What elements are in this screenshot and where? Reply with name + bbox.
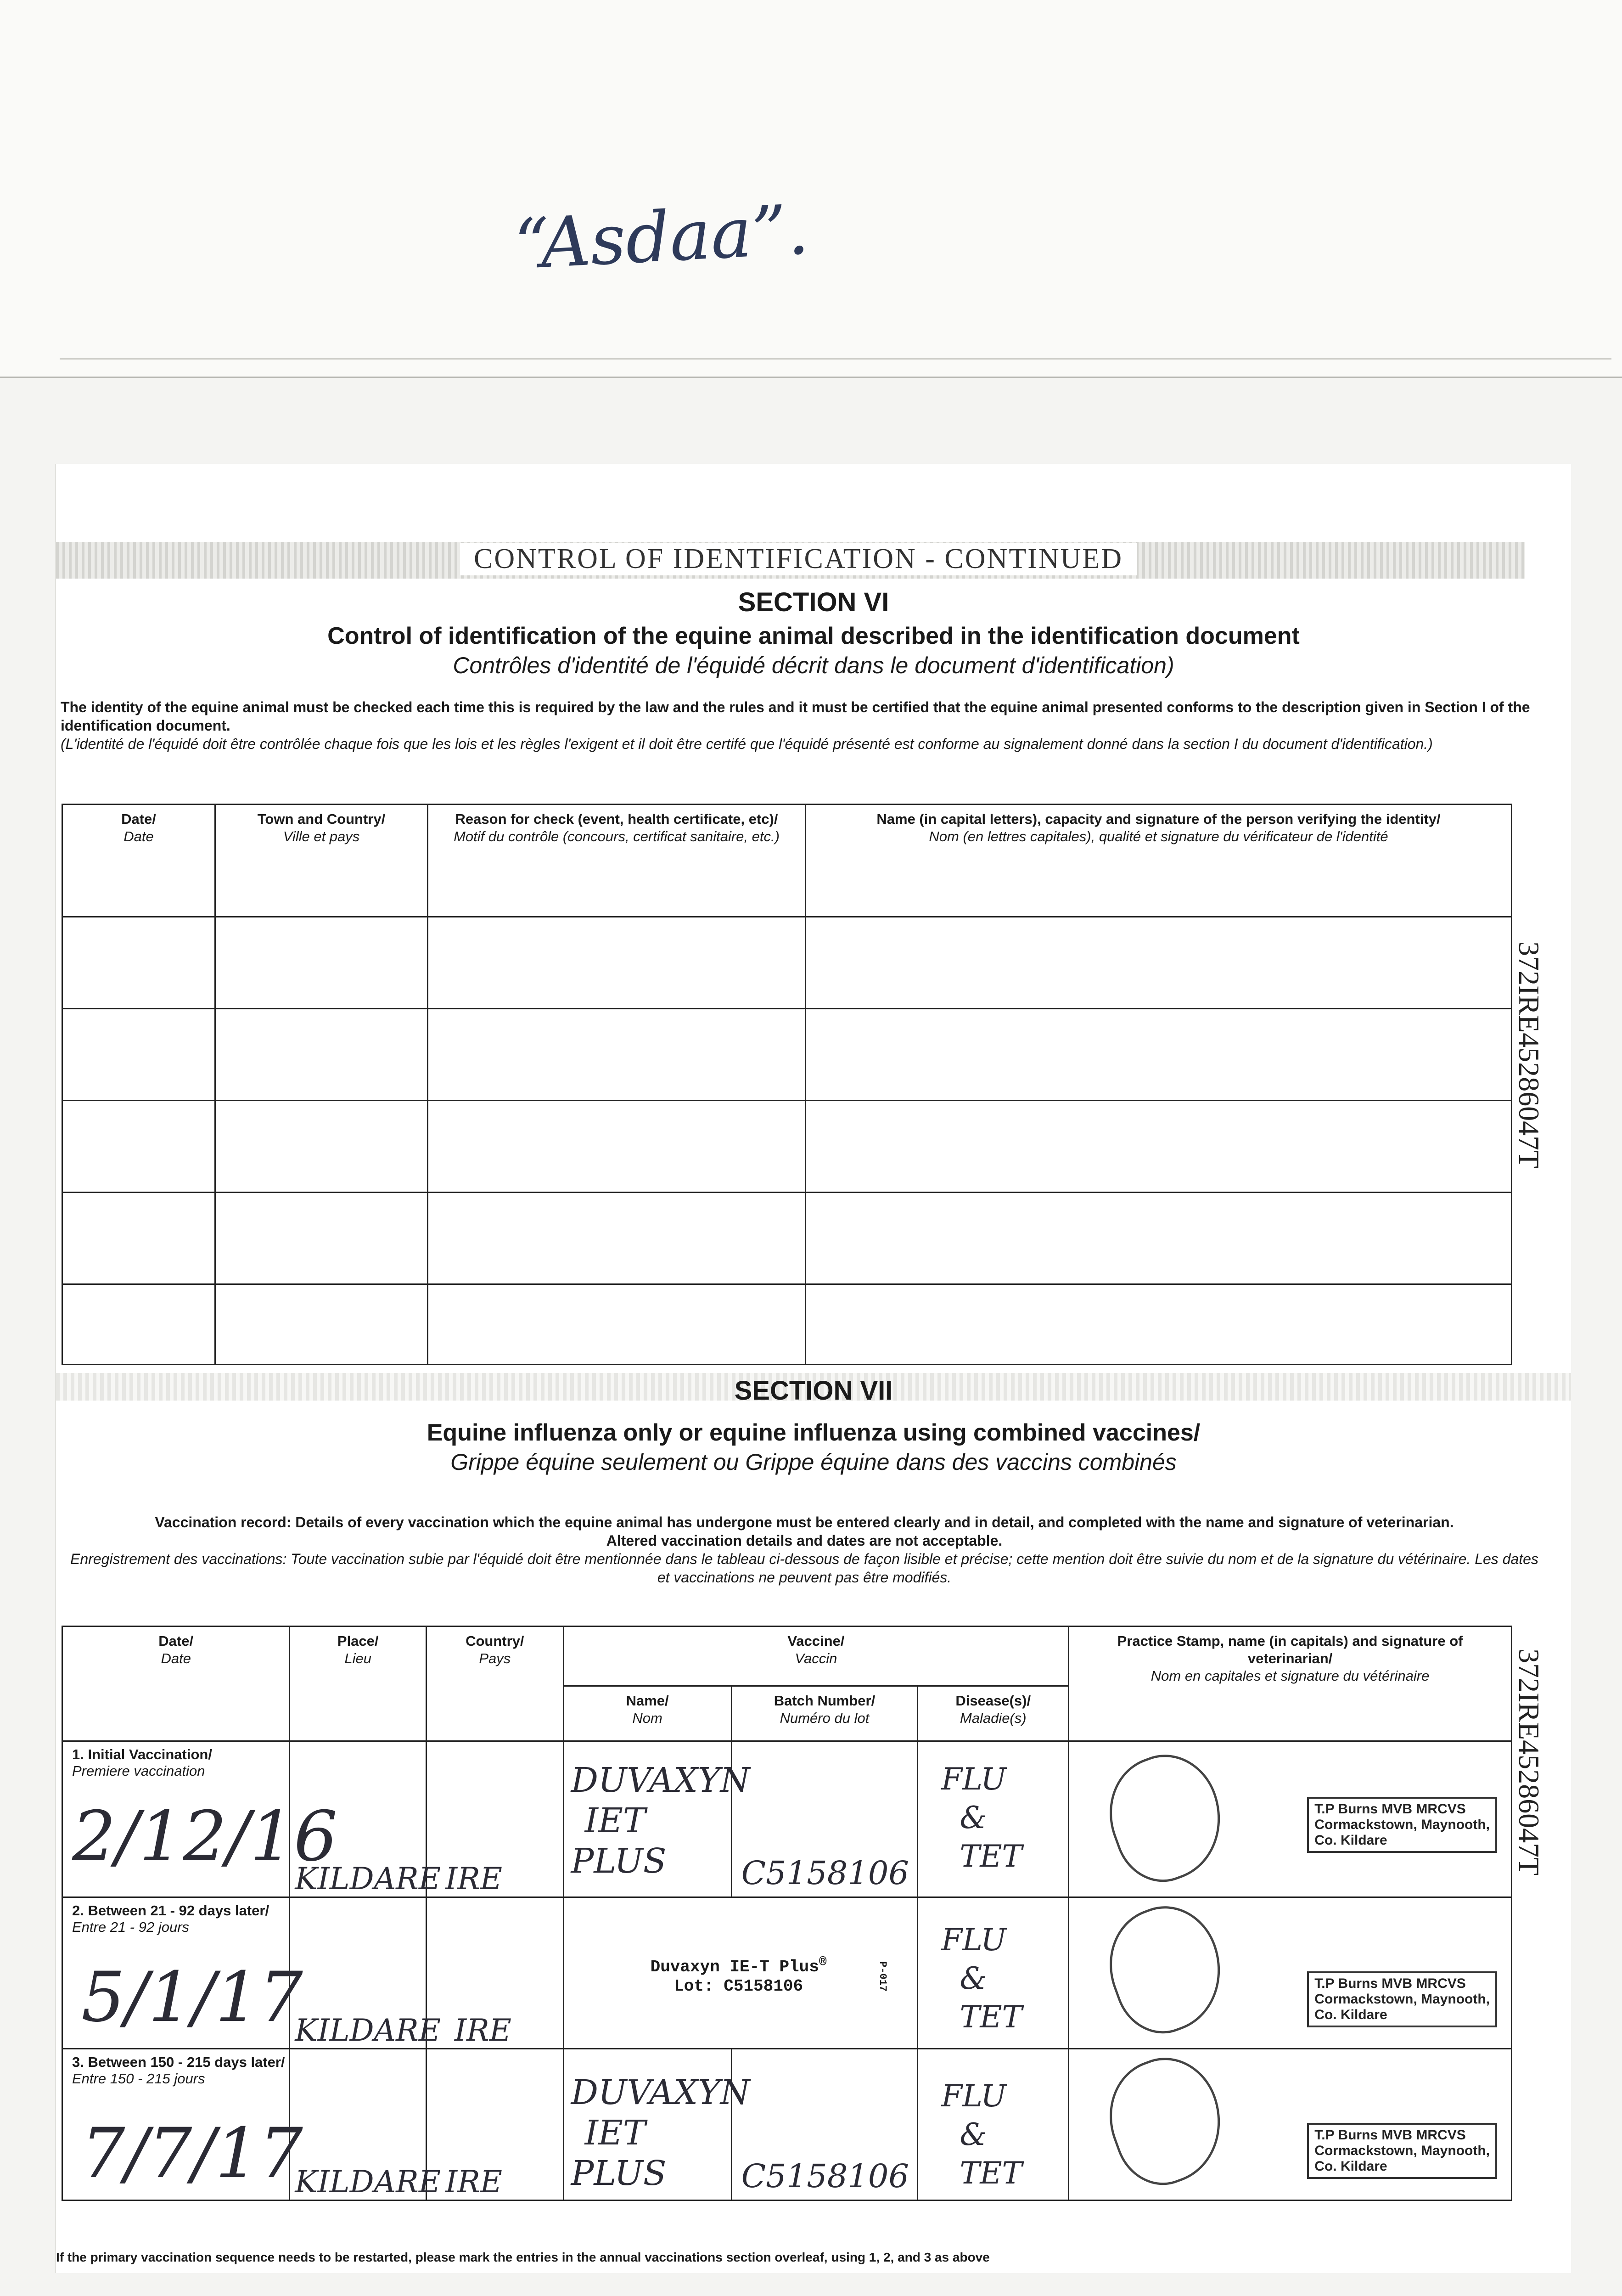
col-reason: Reason for check (event, health certificate, etc)/ Motif du contrôle (concours, certificat sanitaire, etc.) (428, 805, 806, 917)
vh-name: Name/ Nom (563, 1686, 731, 1741)
row2-disease-cell (918, 1897, 1069, 2049)
identity-row (62, 917, 1512, 1009)
row2-country-cell (427, 1897, 564, 2049)
record-label: Vaccination record: (155, 1514, 292, 1531)
vaccination-table (62, 1626, 1512, 2201)
sticker-lot: Lot: C5158106 (674, 1977, 803, 1996)
row1-place: KILDARE (295, 1861, 441, 1896)
row1-vaccine-name-cell (563, 1741, 750, 1897)
vaccination-record-note (70, 1513, 1539, 1587)
row1-disease-cell (918, 1741, 1069, 1897)
row1-country: IRE (445, 1861, 502, 1896)
vh-vaccine: Vaccine/ Vaccin (563, 1626, 1068, 1686)
row3-disease: FLU & TET (941, 2078, 1022, 2191)
record-en: Details of every vaccination which the equine animal has undergone must be entered clearly and in detail, and completed with the name and signature of veterinarian. (295, 1514, 1454, 1531)
vaccination-row-1 (62, 1741, 1512, 1897)
row1-label: 1. Initial Vaccination/ Premiere vaccination (72, 1746, 212, 1779)
row3-disease-cell (918, 2049, 1069, 2200)
intro-fr: (L'identité de l'équidé doit être contrôlée chaque fois que les lois et les règles l'exigent et il doit être certifé que l'équidé présenté est conforme au signalement donné dans la section I du document d'identification.) (61, 736, 1433, 752)
row3-country-cell (427, 2049, 564, 2200)
row2-vaccine-sticker: Duvaxyn IE-T Plus® Lot: C5158106 (619, 1953, 858, 1996)
row1-practice-stamp: T.P Burns MVB MRCVS Cormackstown, Maynooth, Co. Kildare (1307, 1797, 1497, 1853)
row2-signature (1093, 1892, 1239, 2046)
intro-en: The identity of the equine animal must be checked each time this is required by the law and the rules and it must be certified that the equine animal presented conforms to the description given in Section I of the identification document. (61, 699, 1530, 734)
row3-vaccine-name-cell (563, 2049, 750, 2200)
identity-row (62, 1101, 1512, 1193)
vh-date: Date/ Date (62, 1626, 290, 1741)
identity-check-table (62, 804, 1512, 1365)
vaccination-row-2 (62, 1897, 1512, 2049)
sheet-fold-line (60, 358, 1611, 360)
row1-country-cell (427, 1741, 564, 1897)
section-vii-title-fr: Grippe équine seulement ou Grippe équine dans des vaccins combinés (450, 1449, 1177, 1475)
sticker-name: Duvaxyn IE-T Plus (650, 1958, 819, 1976)
row3-country: IRE (445, 2164, 502, 2200)
vh-disease: Disease(s)/ Maladie(s) (918, 1686, 1069, 1741)
sticker-side-code: P-017 (876, 1961, 888, 1992)
identity-row (62, 1284, 1512, 1365)
row1-batch-cell (731, 1741, 918, 1897)
passport-id-lower: 372IRE45286047T (1513, 1649, 1545, 1876)
row2-disease: FLU & TET (941, 1922, 1022, 2035)
chapter-title: CONTROL OF IDENTIFICATION - CONTINUED (460, 543, 1137, 575)
row1-place-cell (290, 1741, 441, 1897)
row1-date: 2/12/16 (72, 1797, 338, 1877)
handwritten-horse-name: “Asdaa”. (512, 190, 811, 285)
row3-stamp-cell (1069, 2049, 1512, 2200)
row3-signature (1093, 2043, 1239, 2198)
row3-date-cell (62, 2049, 303, 2200)
row2-place: KILDARE (295, 2013, 441, 2048)
row2-practice-stamp: T.P Burns MVB MRCVS Cormackstown, Maynooth, Co. Kildare (1307, 1971, 1497, 2027)
row3-batch: C5158106 (741, 2157, 909, 2195)
col-town-country: Town and Country/ Ville et pays (215, 805, 428, 917)
section-vii-label: SECTION VII (734, 1376, 893, 1406)
row1-signature (1093, 1740, 1239, 1895)
row3-place: KILDARE (295, 2164, 441, 2200)
row1-stamp-cell (1069, 1741, 1512, 1897)
passport-id-upper: 372IRE45286047T (1513, 941, 1545, 1169)
row2-date-cell (62, 1897, 303, 2049)
row3-label: 3. Between 150 - 215 days later/ Entre 150 - 215 jours (72, 2054, 285, 2087)
col-verifier: Name (in capital letters), capacity and signature of the person verifying the identity/ Nom (en lettres capitales), qualité et signature du vérificateur de l'identité (806, 805, 1512, 917)
section-vi-label: SECTION VI (738, 587, 889, 617)
row3-practice-stamp: T.P Burns MVB MRCVS Cormackstown, Maynooth, Co. Kildare (1307, 2123, 1497, 2179)
row1-batch: C5158106 (741, 1854, 909, 1892)
row2-country: IRE (455, 2013, 511, 2048)
row1-disease: FLU & TET (941, 1761, 1022, 1874)
identity-table-header (62, 805, 1512, 917)
identity-row (62, 1009, 1512, 1101)
row2-stamp-cell (1069, 1897, 1512, 2049)
row3-date: 7/7/17 (81, 2114, 303, 2194)
passport-page (55, 464, 1571, 2273)
row1-date-cell (62, 1741, 338, 1897)
row3-vaccine-name: DUVAXYN IET PLUS (571, 2073, 750, 2193)
record-en2: Altered vaccination details and dates are not acceptable. (606, 1532, 1003, 1549)
row3-batch-cell (731, 2049, 918, 2200)
record-fr: Toute vaccination subie par l'équidé doit être mentionnée dans le tableau ci-dessous de façon lisible et précise; cette mention doit être suivie du nom et de la signature du vétérinaire. Les dates et vaccinations ne peuvent pas être modifiés. (291, 1551, 1538, 1586)
section-vi-intro (61, 698, 1539, 753)
record-fr-label: Enregistrement des vaccinations: (70, 1551, 287, 1567)
section-vii-title-en: Equine influenza only or equine influenza using combined vaccines/ (427, 1419, 1201, 1446)
row3-place-cell (290, 2049, 441, 2200)
top-sheet (0, 0, 1622, 378)
vh-stamp: Practice Stamp, name (in capitals) and signature of veterinarian/ Nom en capitales et signature du vétérinaire (1069, 1626, 1512, 1741)
identity-row (62, 1193, 1512, 1284)
vaccination-row-3 (62, 2049, 1512, 2200)
row2-date: 5/1/17 (81, 1958, 303, 2037)
section-vi-title-fr: Contrôles d'identité de l'équidé décrit dans le document d'identification) (453, 653, 1174, 678)
vh-place: Place/ Lieu (290, 1626, 427, 1741)
row2-vaccine-label-cell (563, 1897, 918, 2049)
row1-vaccine-name: DUVAXYN IET PLUS (571, 1761, 750, 1881)
vh-country: Country/ Pays (427, 1626, 564, 1741)
row2-place-cell (290, 1897, 441, 2049)
vacc-header-top (62, 1626, 1512, 1686)
section-vi-title-en: Control of identification of the equine animal described in the identification document (327, 623, 1300, 649)
row2-label: 2. Between 21 - 92 days later/ Entre 21 - 92 jours (72, 1902, 269, 1935)
vh-batch: Batch Number/ Numéro du lot (731, 1686, 918, 1741)
footnote: If the primary vaccination sequence needs to be restarted, please mark the entries in the annual vaccinations section overleaf, using 1, 2, and 3 as above (56, 2250, 990, 2264)
col-date: Date/ Date (62, 805, 215, 917)
